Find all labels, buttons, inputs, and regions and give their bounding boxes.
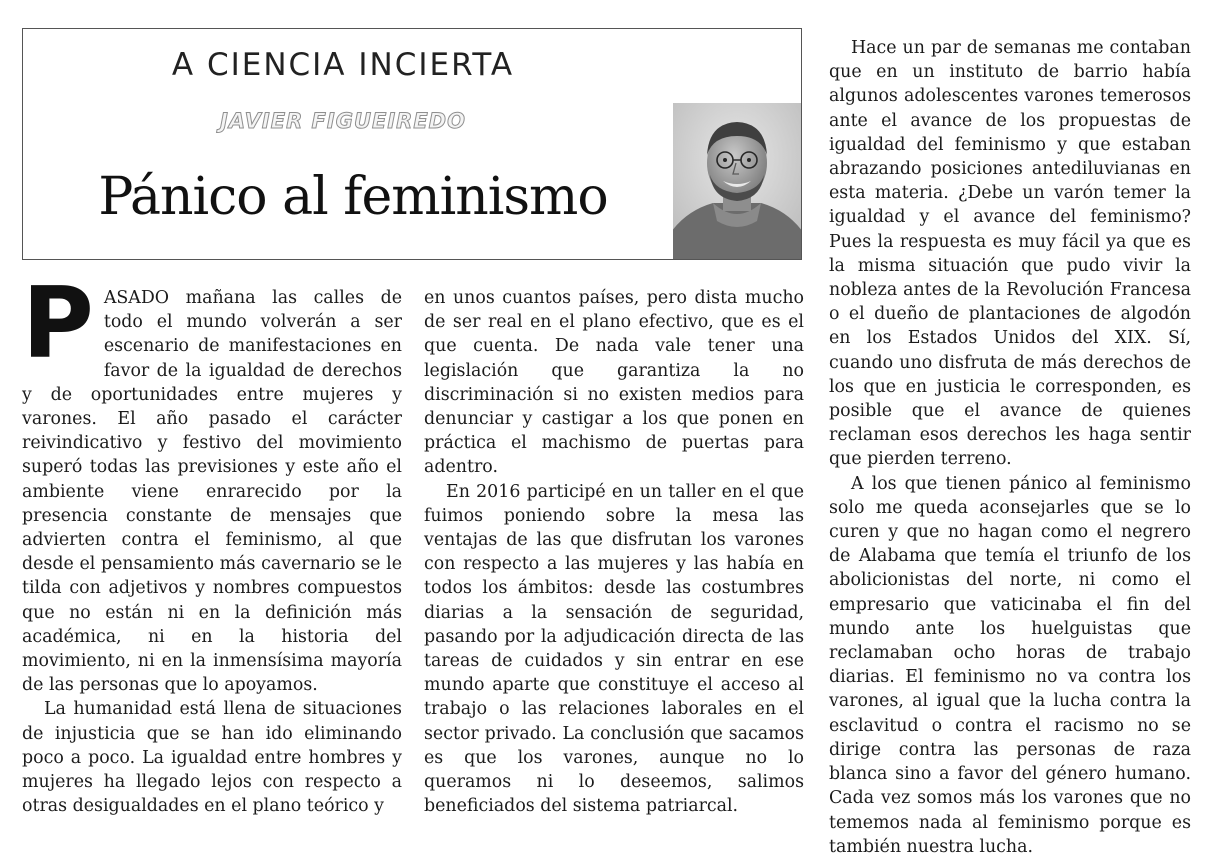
article-paragraph: A los que tienen pánico al feminismo solo me queda aconsejarles que se lo curen y que no hagan como el negrero de Alabama que temía el triunfo de los abolicionistas del norte, ni como el empresario que vaticinaba el fin del mundo ante los huelguistas que reclamaban ocho horas de trabajo diarias. El feminismo no va contra los varones, al igual que la lucha contra la esclavitud o contra el racismo no se dirige contra las personas de raza blanca sino a favor del género humano. Cada vez somos más los varones que no tememos nada al feminismo porque es también nuestra lucha. [829,473,1191,857]
article-column-2 [424,286,804,818]
article-column-3 [829,36,1191,859]
article-paragraph: En 2016 participé en un taller en el que fuimos poniendo sobre la mesa las ventajas de las que disfrutan los varones con respecto a las mujeres y las había en todos los ámbitos: desde las costumbres diarias a la sensación de seguridad, pasando por la adjudicación directa de las tareas de cuidados y sin entrar en ese mundo aparte que constituye el acceso al trabajo o las relaciones laborales en el sector privado. La conclusión que sacamos es que los varones, aunque no lo queramos ni lo deseemos, salimos beneficiados del sistema patriarcal. [424,481,804,817]
author-name: JAVIER FIGUEIREDO [220,109,466,133]
drop-cap: P [22,267,94,381]
paragraph-text: ASADO mañana las calles de todo el mundo volverán a ser escenario de manifestaciones en favor de la igualdad de derechos y de oportunidades entre mujeres y varones. El año pasado el carácter reivindicativo y festivo del movimiento superó todas las previsiones y este año el ambiente viene enrarecido por la presencia constante de mensajes que advierten contra el feminismo, al que desde el pensamiento más cavernario se le tilda con adjetivos y nombres compuestos que no están ni en la definición más académica, ni en la historia del movimiento, ni en la inmensísima mayoría de las personas que lo apoyamos. [22,288,402,696]
article-paragraph: Hace un par de semanas me contaban que en un instituto de barrio había algunos adolescentes varones temerosos ante el avance de los propuestas de igualdad del feminismo y que estaban abrazando posiciones antediluvianas en esta materia. ¿Debe un varón temer la igualdad y el avance del feminismo? Pues la respuesta es muy fácil ya que es la misma situación que pudo vivir la nobleza antes de la Revolución Francesa o el dueño de plantaciones de algodón en los Estados Unidos del XIX. Sí, cuando uno disfruta de más derechos de los que en justicia le corresponden, es posible que el avance de quienes reclaman esos derechos les haga sentir que pierden terreno. [829,38,1191,470]
article-paragraph: La humanidad está llena de situaciones de injusticia que se han ido eliminando poco a poco. La igualdad entre hombres y mujeres ha llegado lejos con respecto a otras desigualdades en el plano teórico y [22,699,402,817]
article-column-1 [22,267,402,818]
article-paragraph [22,267,402,697]
section-title: A CIENCIA INCIERTA [171,47,515,83]
headline: Pánico al feminismo [98,167,608,227]
portrait-image [673,103,801,260]
author-portrait-photo [673,103,801,260]
article-paragraph: en unos cuantos países, pero dista mucho de ser real en el plano efectivo, que es el que cuenta. De nada vale tener una legislación que garantiza la no discriminación si no existen medios para denunciar y castigar a los que ponen en práctica el machismo de puertas para adentro. [424,288,804,478]
column-header [22,28,802,260]
